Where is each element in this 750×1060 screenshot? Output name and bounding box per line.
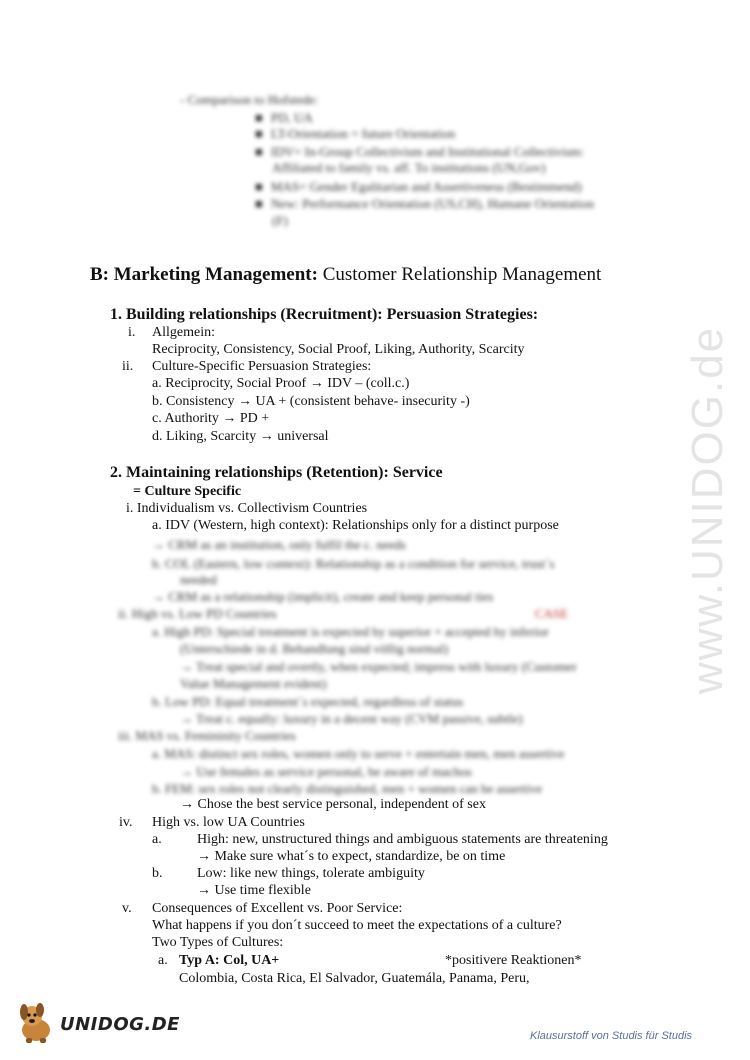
dog-mascot-icon (12, 1000, 60, 1044)
list-num: v. (122, 901, 132, 916)
unidog-logo: UNIDOG.DE (12, 1000, 152, 1046)
list-text: High: new, unstructured things and ambiguous statements are threatening (197, 832, 608, 847)
list-text: What happens if you don´t succeed to meet the expectations of a culture? (152, 918, 562, 933)
country-list: Colombia, Costa Rica, El Salvador, Guatemála, Panama, Peru, (179, 971, 530, 986)
list-num: ii. (122, 359, 134, 374)
case-label: CASE (535, 606, 569, 621)
list-item: a. IDV (Western, high context): Relationships only for a distinct purpose (152, 518, 559, 533)
list-label: Allgemein: (152, 325, 215, 340)
blurred-bullet: ■ MAS= Gender Egalitarian and Assertiveness (Bestimmend) (255, 179, 582, 194)
blurred-line: → Use females as service personal, be aware of machos (180, 764, 472, 779)
blurred-line: → CRM as a relationship (implicit), create and keep personal ties (152, 589, 494, 604)
list-text: Two Types of Cultures: (152, 935, 284, 950)
section-2-subtitle: = Culture Specific (133, 484, 242, 499)
footer-tagline: Klausurstoff von Studis für Studis (530, 1030, 693, 1042)
list-num: iv. (119, 815, 133, 830)
list-num: a. (152, 832, 162, 847)
list-item: a. Reciprocity, Social Proof → IDV – (coll.c.) (152, 376, 410, 391)
list-num: b. (152, 866, 163, 881)
list-label: Culture-Specific Persuasion Strategies: (152, 359, 372, 374)
list-num: a. (158, 953, 168, 968)
blurred-bullet: ■ New: Performance Orientation (US,CH), Humane Orientation (255, 196, 594, 211)
blurred-line: b. Low PD: Equal treatment´s expected, regardless of status (152, 694, 464, 709)
blurred-line: (Unterschiede in d. Behandlung sind völlig normal) (180, 641, 449, 656)
blurred-bullet: ■ LT-Orientation = future Orientation (255, 126, 456, 141)
watermark: www.UNIDOG.de (683, 325, 732, 695)
blurred-line: → Treat special and overtly, when expected; impress with luxury (Customer (180, 659, 577, 674)
list-text: → Make sure what´s to expect, standardize, be on time (197, 849, 506, 864)
list-label: High vs. low UA Countries (152, 815, 305, 830)
blurred-line: Affiliated to family vs. aff. To institutions (UN,Gov) (272, 160, 546, 175)
blurred-line: - Comparison to Hofstede: (180, 92, 319, 107)
blurred-bullet: ■ PD, UA (255, 110, 313, 125)
blurred-line: b. FEM: sex roles not clearly distinguished, men + women can be assertive (152, 781, 543, 796)
list-label: i. Individualism vs. Collectivism Countries (126, 501, 368, 516)
blurred-line: (F) (272, 213, 288, 228)
list-text: Low: like new things, tolerate ambiguity (197, 866, 425, 881)
list-text: → Chose the best service personal, independent of sex (180, 797, 486, 812)
blurred-line: → CRM as an institution, only fulfil the c. needs (152, 537, 406, 552)
blurred-line: needed (180, 572, 217, 587)
list-label: Consequences of Excellent vs. Poor Service: (152, 901, 403, 916)
list-item: b. Consistency → UA + (consistent behave- insecurity -) (152, 394, 470, 409)
blurred-line: a. High PD: Special treatment is expected by superior + accepted by inferior (152, 624, 549, 639)
list-num: i. (128, 325, 136, 340)
blurred-line: ii. High vs. Low PD Countries (118, 606, 277, 621)
blurred-bullet: ■ IDV= In-Group Collectivism and Institutional Collectivism: (255, 144, 585, 159)
list-text: → Use time flexible (197, 883, 311, 898)
section-heading: B: Marketing Management: Customer Relationship Management (90, 264, 602, 285)
blurred-line: → Treat c. equally: luxury in a decent way (CVM passive, subtle) (180, 711, 523, 726)
section-1-title: 1. Building relationships (Recruitment): Persuasion Strategies: (110, 306, 539, 323)
blurred-line: a. MAS: distinct sex roles, women only to serve + entertain men, men assertive (152, 746, 565, 761)
type-a-label: Typ A: Col, UA+ (179, 953, 280, 968)
blurred-line: iii. MAS vs. Femininity Countries (118, 728, 296, 743)
list-text: Reciprocity, Consistency, Social Proof, Liking, Authority, Scarcity (152, 342, 525, 357)
list-item: c. Authority → PD + (152, 411, 270, 426)
type-a-note: *positivere Reaktionen* (445, 953, 582, 968)
blurred-line: b. COL (Eastern, low context): Relationship as a condition for service, trust´s (152, 556, 555, 571)
section-2-title: 2. Maintaining relationships (Retention): Service (110, 464, 443, 481)
blurred-line: Value Management evident) (180, 676, 327, 691)
list-item: d. Liking, Scarcity → universal (152, 429, 329, 444)
